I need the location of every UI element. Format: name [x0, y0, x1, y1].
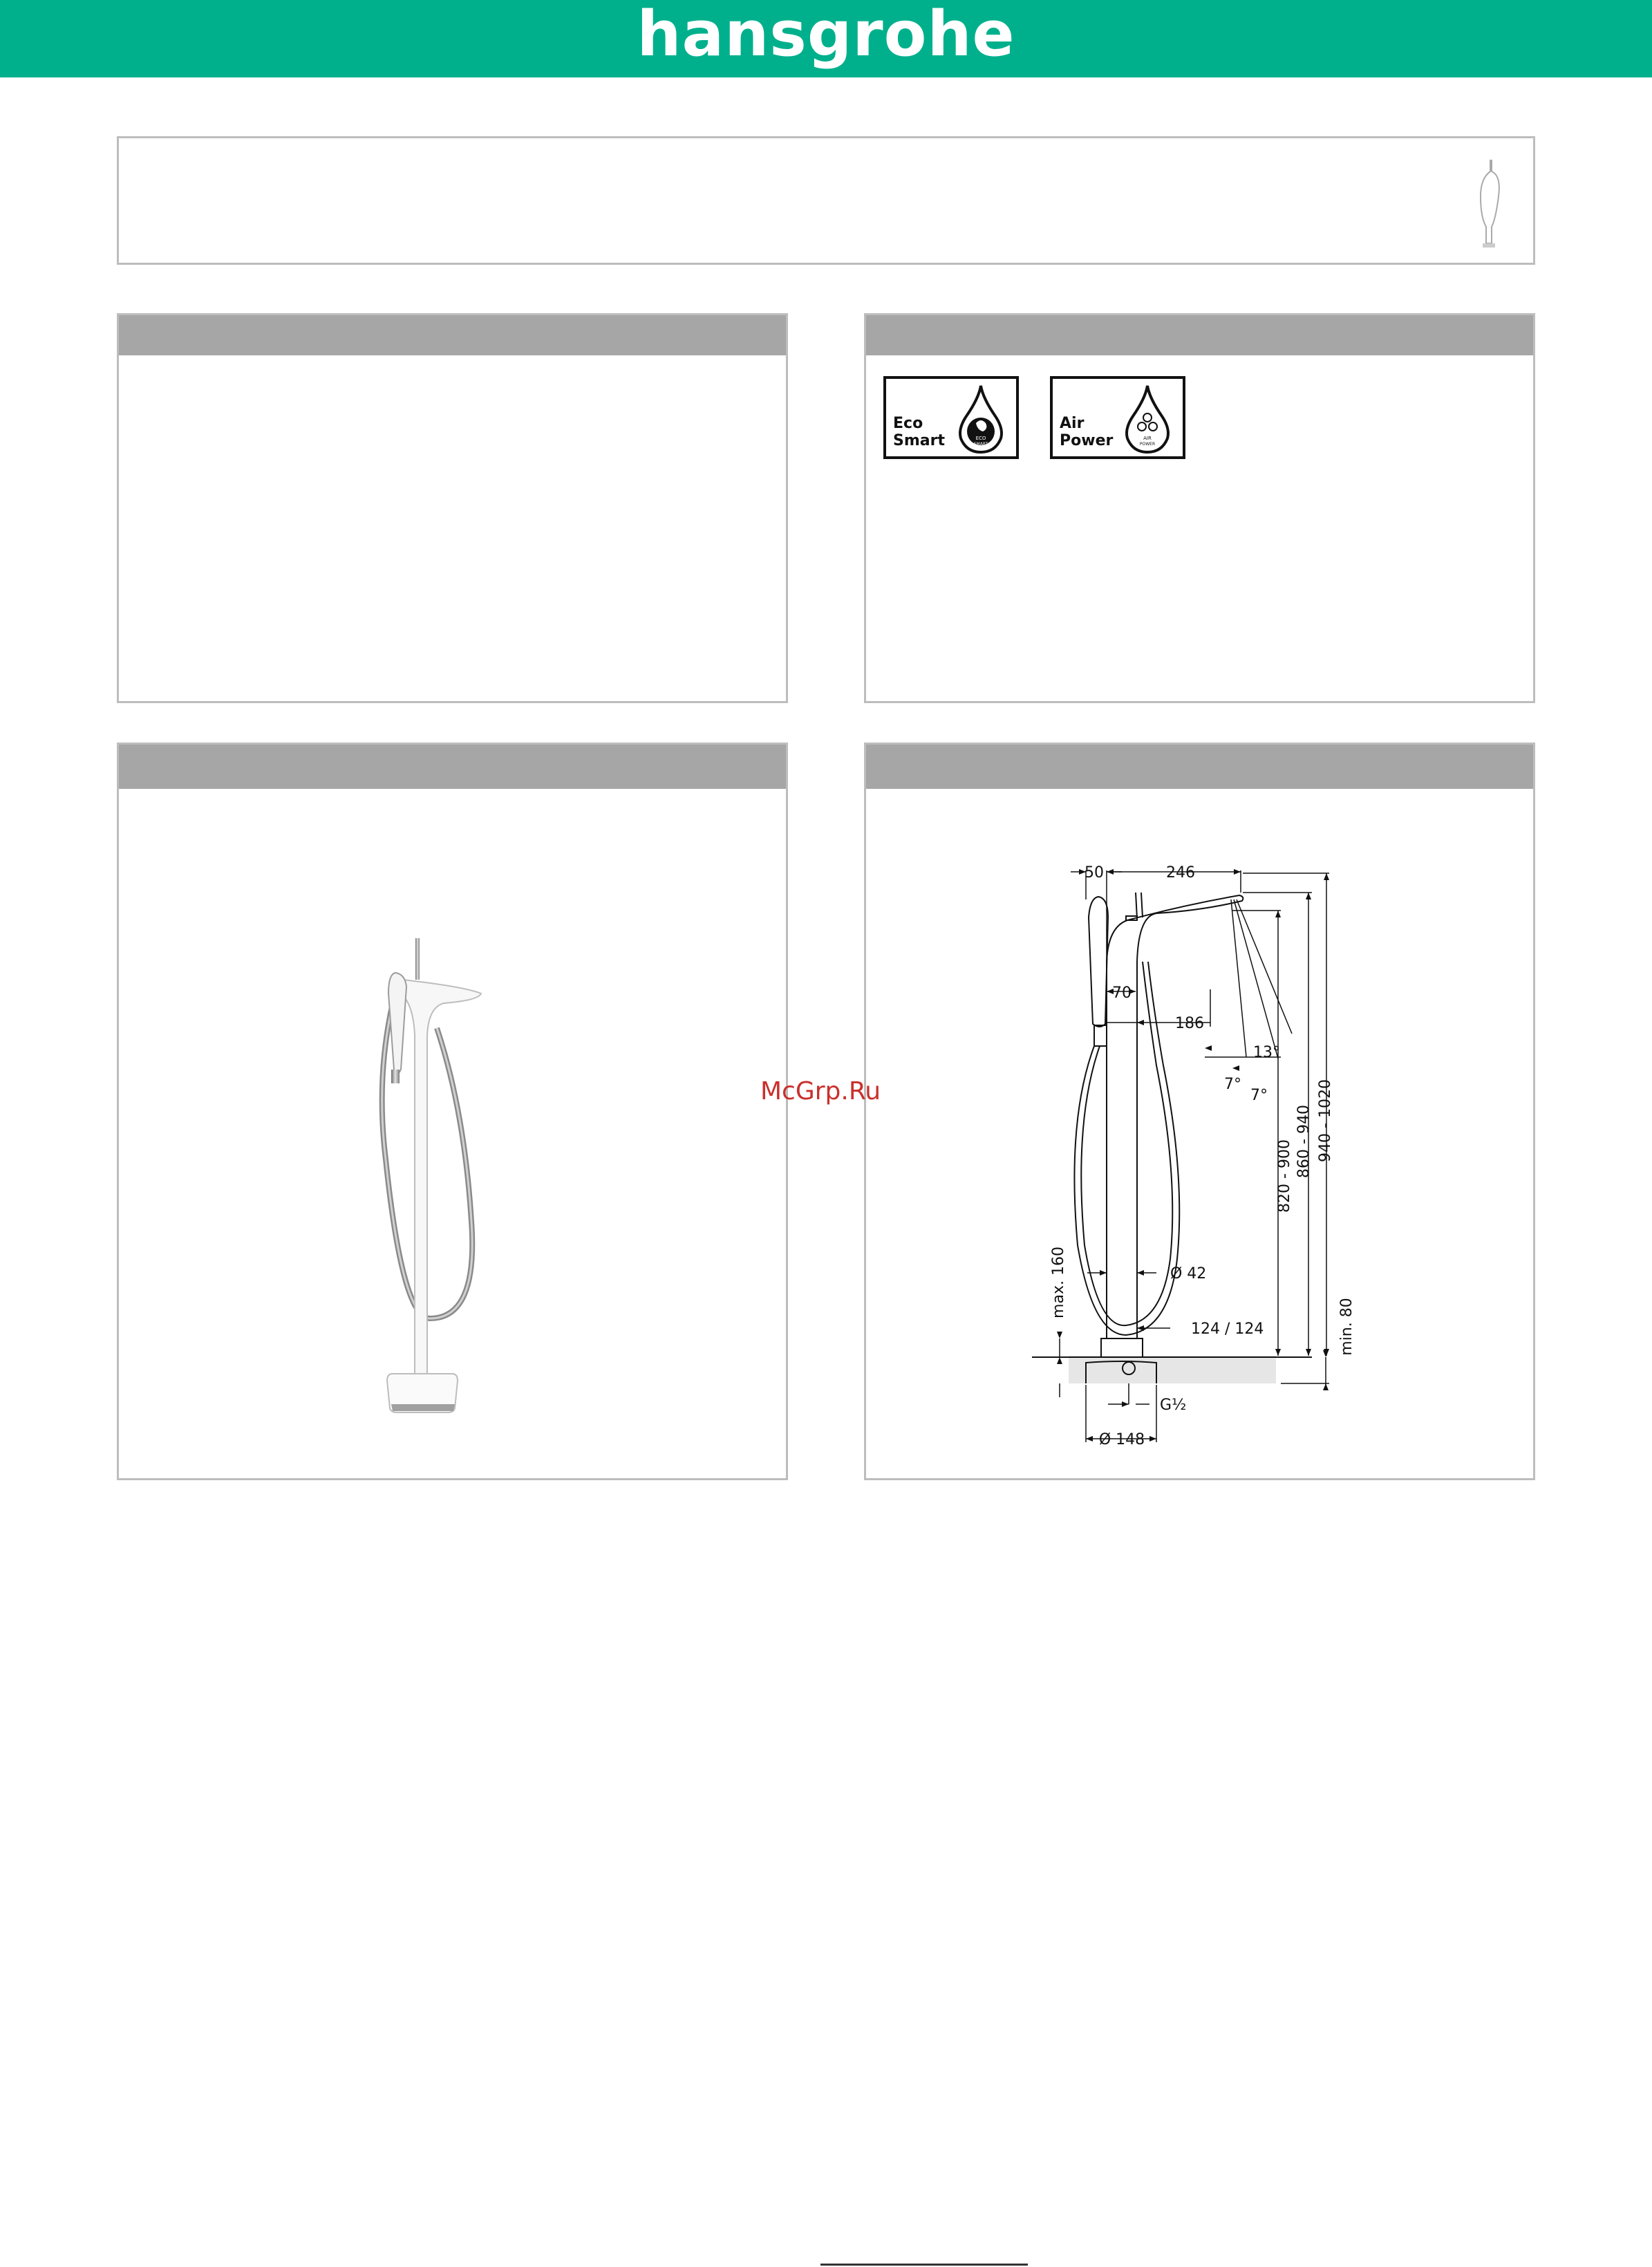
- eco-smart-drop-icon: [955, 383, 1006, 455]
- height-940-1020-label: 940 - 1020: [1317, 1079, 1334, 1162]
- product-header-box: [117, 136, 1535, 265]
- footer-divider: [820, 2264, 1028, 2266]
- panel-header: [119, 745, 786, 789]
- height-820-900-label: 820 - 900: [1276, 1139, 1293, 1213]
- svg-text:AIR: AIR: [1143, 436, 1152, 441]
- dimension-drawing: [866, 789, 1533, 1480]
- watermark: McGrp.Ru: [760, 1077, 881, 1105]
- thread-label: G½: [1160, 1397, 1187, 1414]
- air-power-badge: [1050, 376, 1185, 459]
- panel-header: [119, 315, 786, 355]
- product-image-panel: [117, 743, 788, 1480]
- dim-70-label: 70: [1112, 985, 1132, 1002]
- badge-label: Air Power: [1060, 415, 1114, 449]
- angle-7b-label: 7°: [1250, 1087, 1268, 1104]
- dim-246-label: 246: [1166, 864, 1195, 881]
- svg-text:POWER: POWER: [1139, 442, 1156, 447]
- angle-13-label: 13°: [1253, 1044, 1280, 1061]
- info-panel-left: [117, 313, 788, 703]
- dim-124-label: 124 / 124: [1191, 1321, 1264, 1338]
- technical-drawing-panel: [864, 743, 1535, 1480]
- dim-186-label: 186: [1175, 1015, 1204, 1032]
- bath-mixer-image: [361, 931, 637, 1457]
- dia-42-label: Ø 42: [1170, 1265, 1207, 1282]
- dia-148-label: Ø 148: [1098, 1431, 1145, 1448]
- panel-header: [866, 745, 1533, 789]
- product-thumbnail: [1471, 155, 1505, 252]
- features-panel: [864, 313, 1535, 703]
- dim-50-label: 50: [1085, 864, 1104, 881]
- angle-7a-label: 7°: [1224, 1076, 1241, 1093]
- height-860-940-label: 860 - 940: [1295, 1105, 1313, 1178]
- badge-label: Eco Smart: [893, 415, 945, 449]
- svg-text:SMART: SMART: [973, 442, 988, 447]
- panel-header: [866, 315, 1533, 355]
- min-80-label: min. 80: [1338, 1298, 1355, 1356]
- eco-smart-badge: [883, 376, 1019, 459]
- svg-text:ECO: ECO: [975, 436, 986, 441]
- air-power-drop-icon: [1122, 383, 1173, 455]
- brand-logo: hansgrohe: [637, 0, 1015, 71]
- max-160-label: max. 160: [1050, 1247, 1067, 1318]
